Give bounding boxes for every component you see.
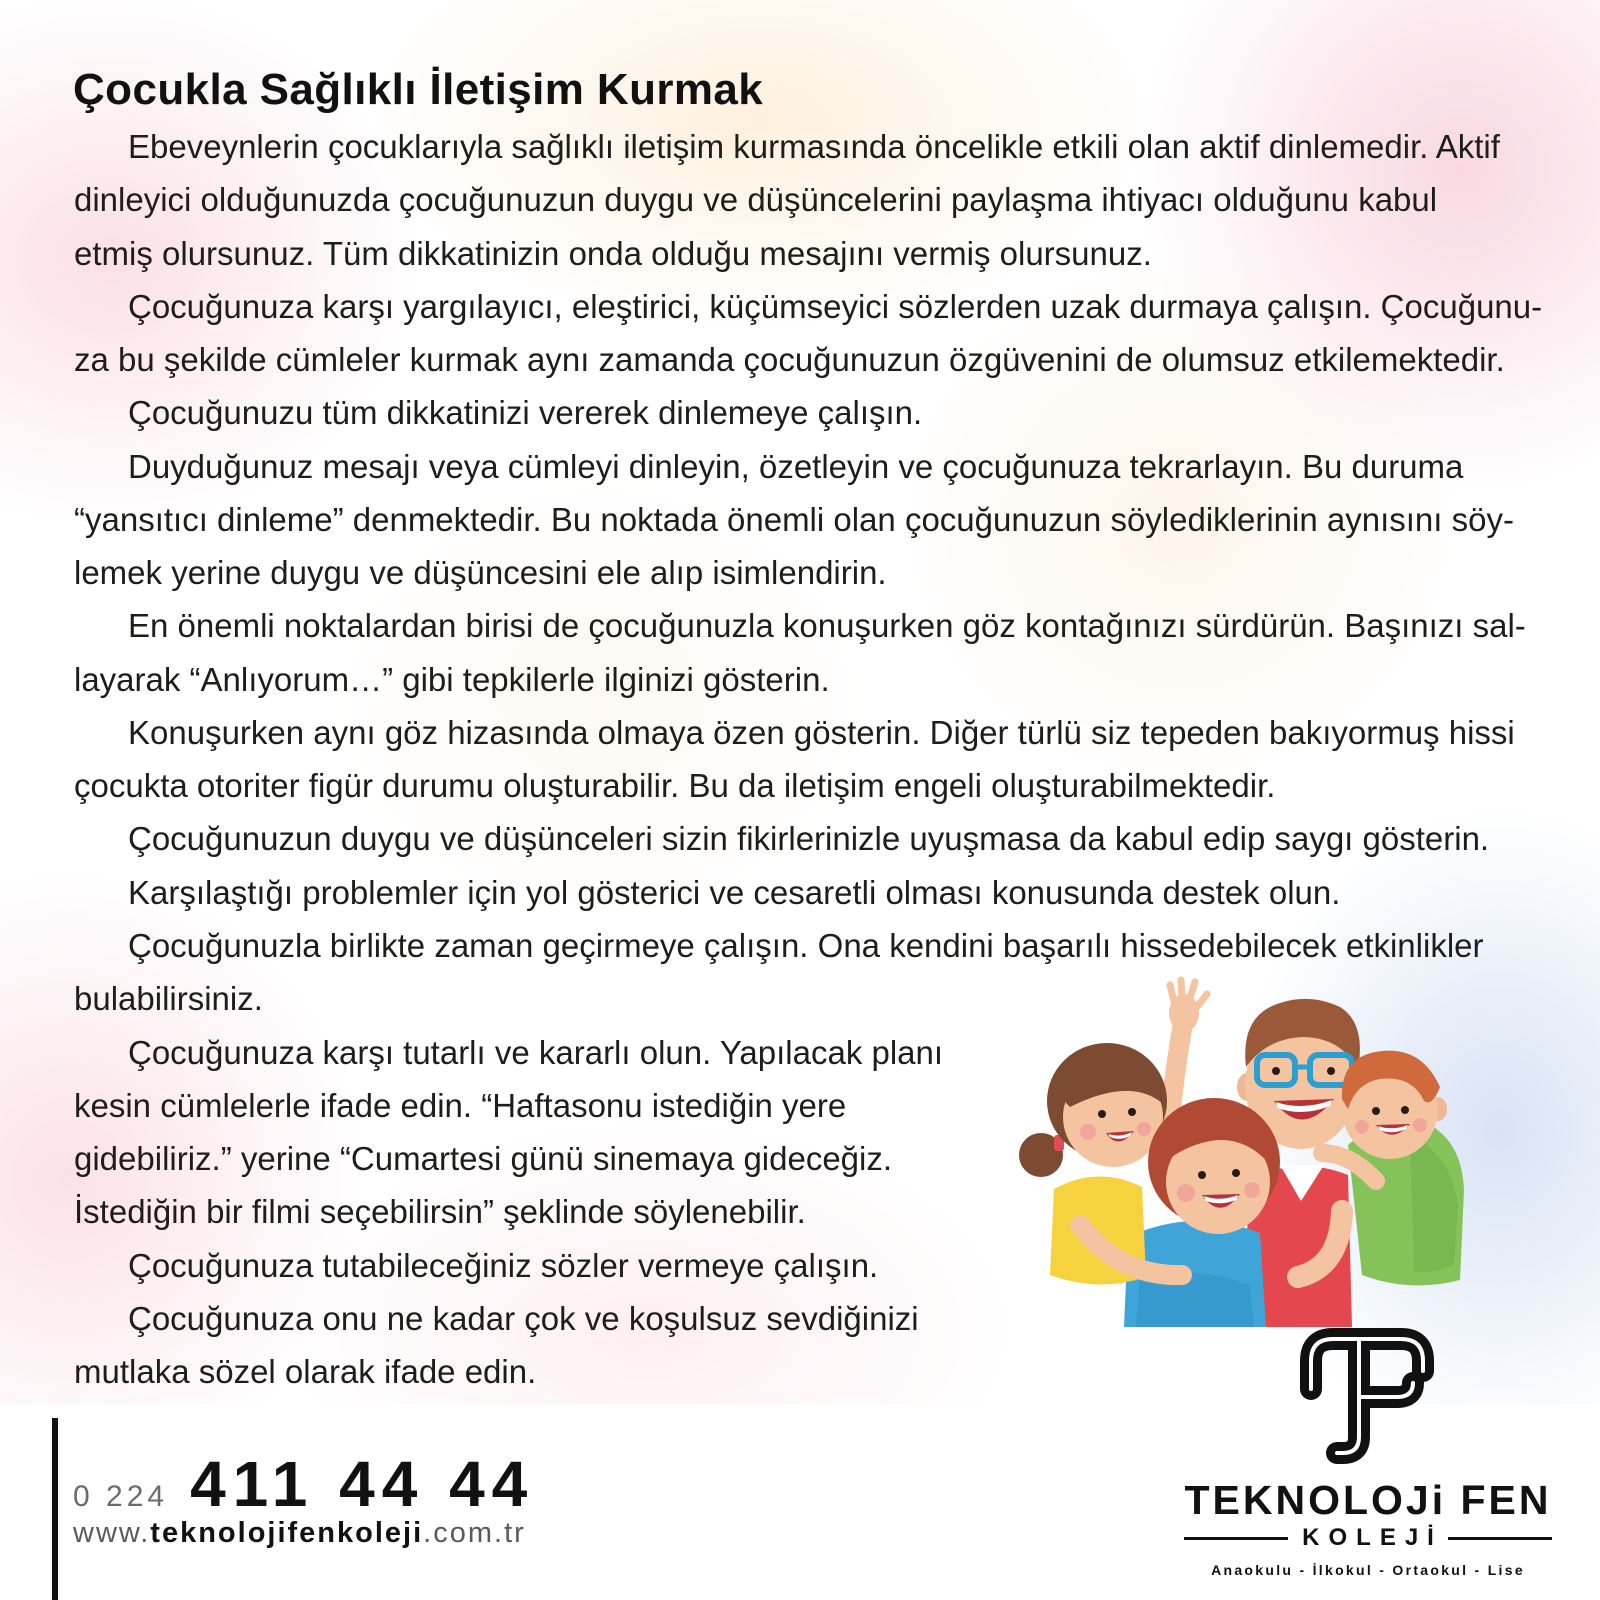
family-hug-illustration [1010, 975, 1470, 1335]
phone-number [73, 1448, 535, 1520]
tf-logo-icon [1297, 1325, 1437, 1467]
paragraph-line: Duyduğunuz mesajı veya cümleyi dinleyin, özetleyin ve çocuğunuza tekrarlayın. Bu duruma [128, 447, 1464, 485]
phone-main-number: 411 44 44 [190, 1448, 535, 1520]
website-domain: teknolojifenkoleji [150, 1517, 424, 1549]
paragraph-line: Çocuğunuzun duygu ve düşünceleri sizin fikirlerinizle uyuşmasa da kabul edip saygı gösterin. [128, 820, 1490, 858]
paragraph [74, 706, 1554, 813]
girl-head [1019, 1043, 1167, 1177]
paragraph [74, 812, 1554, 865]
paragraph [74, 386, 1554, 439]
website-url [73, 1516, 526, 1550]
paragraph-line: çocukta otoriter figür durumu oluşturabilir. Bu da iletişim engeli oluşturabilmektedir. [74, 767, 1276, 805]
paragraph [74, 440, 1554, 600]
phone-area-code: 0 224 [73, 1480, 169, 1513]
paragraph-line: Çocuğunuza karşı yargılayıcı, eleştirici, küçümseyici sözlerden uzak durmaya çalışın. Çocuğunu- [128, 287, 1543, 325]
paragraph [74, 599, 1554, 706]
paragraph-line: za bu şekilde cümleler kurmak aynı zamanda çocuğunuzun özgüvenini de olumsuz etkilemektedir. [74, 341, 1505, 379]
paragraph-line: Çocuğunuza karşı tutarlı ve kararlı olun. Yapılacak planı [128, 1033, 944, 1071]
footer-accent-bar [52, 1418, 58, 1600]
paragraph-line: mutlaka sözel olarak ifade edin. [74, 1353, 537, 1391]
paragraph-line: Çocuğunuza tutabileceğiniz sözler vermeye çalışın. [128, 1246, 879, 1284]
paragraph-line: Konuşurken aynı göz hizasında olmaya özen gösterin. Diğer türlü siz tepeden bakıyormuş hissi [128, 713, 1515, 751]
divider-line [1184, 1537, 1288, 1540]
page-title: Çocukla Sağlıklı İletişim Kurmak [73, 65, 764, 114]
divider-line [1448, 1537, 1552, 1540]
paragraph-line: Çocuğunuza onu ne kadar çok ve koşulsuz sevdiğinizi [128, 1299, 919, 1337]
paragraph-line: Çocuğunuzu tüm dikkatinizi vererek dinlemeye çalışın. [128, 394, 923, 432]
paragraph-line: layarak “Anlıyorum…” gibi tepkilerle ilginizi gösterin. [74, 660, 830, 698]
paragraph-line: İstediğin bir filmi seçebilirsin” şeklinde söylenebilir. [74, 1193, 806, 1231]
paragraph-line: kesin cümlelerle ifade edin. “Haftasonu istediğin yere [74, 1086, 847, 1124]
brand-tagline: Anaokulu - İlkokul - Ortaokul - Lise [1211, 1562, 1525, 1578]
paragraph-line: “yansıtıcı dinleme” denmektedir. Bu noktada önemli olan çocuğunuzun söylediklerinin aynısını söy- [74, 500, 1514, 538]
website-suffix: .com.tr [423, 1517, 526, 1549]
paragraph-line: etmiş olursunuz. Tüm dikkatinizin onda olduğu mesajını vermiş olursunuz. [74, 234, 1152, 272]
paragraph-line: lemek yerine duygu ve düşüncesini ele alıp isimlendirin. [74, 554, 887, 592]
paragraph [74, 280, 1554, 387]
brand-subtitle-row [1184, 1523, 1552, 1553]
brand-subtitle: KOLEJİ [1302, 1524, 1443, 1551]
paragraph-line: Karşılaştığı problemler için yol gösterici ve cesaretli olması konusunda destek olun. [128, 873, 1341, 911]
website-prefix: www. [73, 1517, 151, 1549]
paragraph-line: bulabilirsiniz. [74, 980, 263, 1018]
brand-name: TEKNOLOJi FEN [1184, 1477, 1552, 1523]
paragraph-line: En önemli noktalardan birisi de çocuğunuzla konuşurken göz kontağınızı sürdürün. Başınızı sal- [128, 607, 1526, 645]
paragraph [74, 120, 1554, 280]
paragraph-line: dinleyici olduğunuzda çocuğunuzun duygu ve düşüncelerini paylaşma ihtiyacı olduğunu kabul [74, 181, 1438, 219]
paragraph-line: gidebiliriz.” yerine “Cumartesi günü sinemaya gideceğiz. [74, 1140, 893, 1178]
paragraph-line: Ebeveynlerin çocuklarıyla sağlıklı iletişim kurmasında öncelikle etkili olan aktif dinlemedir. Aktif [128, 128, 1500, 165]
paragraph-line: Çocuğunuzla birlikte zaman geçirmeye çalışın. Ona kendini başarılı hissedebilecek etkinlikler [128, 926, 1484, 964]
paragraph [74, 866, 1554, 919]
